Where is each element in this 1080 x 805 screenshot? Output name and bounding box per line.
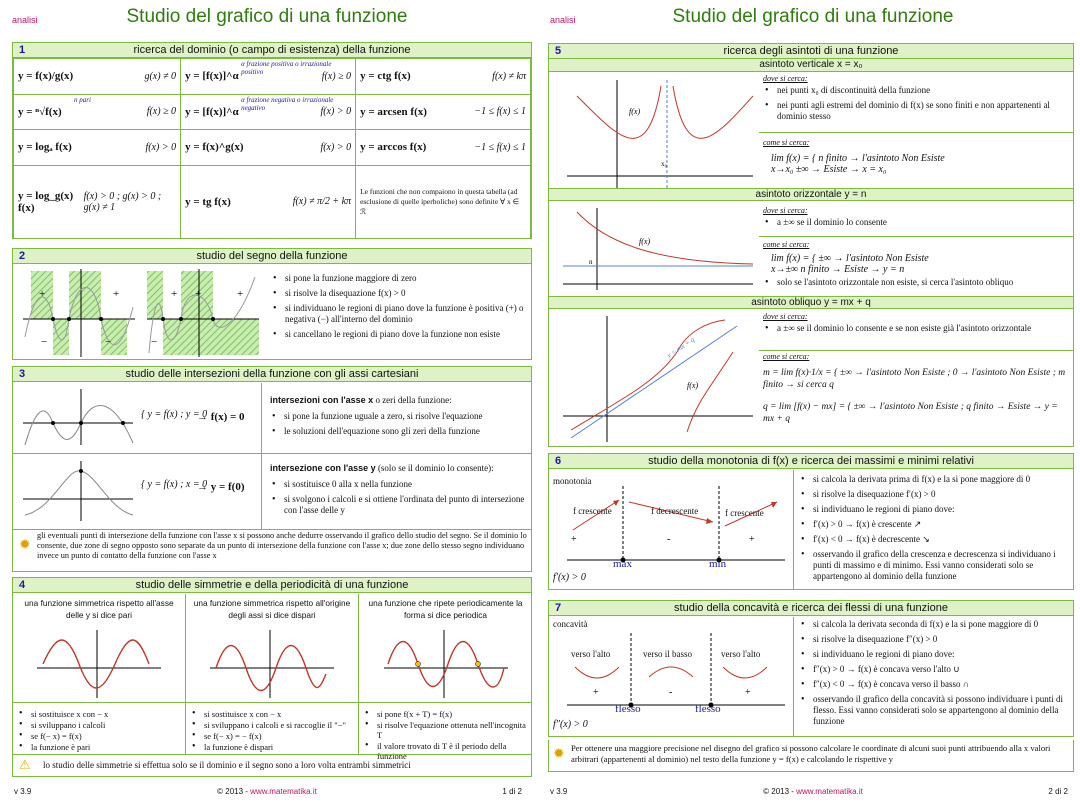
svg-text:+: + xyxy=(113,288,120,300)
list-item: • la funzione è dispari xyxy=(190,742,354,752)
svg-text:f(x): f(x) xyxy=(639,237,651,246)
horizontal-where-list xyxy=(763,217,1069,228)
vertical-formula-1: lim f(x) = { n finito → l'asintoto Non Esiste xyxy=(771,153,945,164)
svg-text:+: + xyxy=(745,687,751,698)
svg-text:−: − xyxy=(151,336,158,348)
list-item: • si sviluppano i calcoli e si raccoglie il "−" xyxy=(190,720,354,730)
symmetry-graph xyxy=(210,628,334,700)
section-sign xyxy=(12,248,532,360)
list-item: • osservando il grafico della crescenza e decrescenza si individuano i punti di massimo e di minimo. Essi vanno considerati solo se appartengono al dominio della funzione xyxy=(799,549,1071,582)
svg-text:f(x): f(x) xyxy=(687,381,699,390)
monotonicity-diagram xyxy=(553,474,789,584)
section-number: 7 xyxy=(555,602,562,614)
warning-icon: ⚠ xyxy=(19,757,31,772)
section-asymptotes xyxy=(548,43,1074,447)
list-item: • f′(x) > 0 → f(x) è crescente ↗ xyxy=(799,519,1071,530)
y-intersection-text xyxy=(270,463,528,520)
concavity-label: concavità xyxy=(553,619,588,629)
sign-graph-1 xyxy=(21,267,139,359)
vertical-how: come si cerca: xyxy=(763,138,810,147)
list-item: • se f(− x) = f(x) xyxy=(17,731,181,741)
svg-text:+: + xyxy=(571,534,577,545)
copyright: © 2013 - xyxy=(217,787,251,796)
list-item: • si pone la funzione maggiore di zero xyxy=(271,273,527,284)
domain-function: y = f(x)^g(x) xyxy=(185,141,244,154)
horizontal-asymptote-heading: asintoto orizzontale y = n xyxy=(549,188,1073,201)
section-title: ricerca degli asintoti di una funzione xyxy=(723,45,899,57)
section-title: studio delle intersezioni della funzione con gli assi cartesiani xyxy=(125,368,419,380)
domain-function: y = arcsen f(x) xyxy=(360,105,427,118)
page-title: Studio del grafico di una funzione xyxy=(126,6,408,27)
domain-condition: −1 ≤ f(x) ≤ 1 xyxy=(474,106,526,118)
concavity-diagram xyxy=(553,621,789,731)
vertical-formula-2: x→x₀ ±∞ → Esiste → x = x₀ xyxy=(771,164,887,175)
sign-graph-2 xyxy=(145,267,263,359)
svg-text:+: + xyxy=(171,288,178,300)
domain-condition: f(x) > 0 ; g(x) > 0 ; g(x) ≠ 1 xyxy=(83,190,162,213)
section-monotonicity xyxy=(548,453,1074,590)
page-2 xyxy=(546,0,1080,805)
horizontal-note xyxy=(763,277,1069,288)
oblique-asymptote-heading: asintoto obliquo y = mx + q xyxy=(549,296,1073,309)
domain-cell xyxy=(356,130,531,166)
section-title: studio della monotonia di f(x) e ricerca dei massimi e minimi relativi xyxy=(648,455,974,467)
horizontal-asymptote-graph xyxy=(557,204,757,292)
svg-text:−: − xyxy=(41,336,48,348)
concave-down-label: verso il basso xyxy=(643,649,692,659)
section-number: 1 xyxy=(19,44,26,56)
domain-condition: Le funzioni che non compaiono in questa tabella (ad esclusione di quelle iperboliche) sono definite ∀ x ∈ ℛ xyxy=(360,186,520,216)
list-item: • a ±∞ se il dominio lo consente e se non esiste già l'asintoto orizzontale xyxy=(763,323,1069,334)
symmetry-column xyxy=(13,594,186,754)
sign-steps-list xyxy=(271,273,527,344)
domain-function: y = log_g(x) f(x) xyxy=(18,189,74,214)
list-item: • si sostituisce x con − x xyxy=(190,709,354,719)
section-number: 3 xyxy=(19,368,26,380)
list-item: • f′(x) < 0 → f(x) è decrescente ↘ xyxy=(799,534,1071,545)
list-item: • la funzione è pari xyxy=(17,742,181,752)
increasing-label-2: f crescente xyxy=(725,508,764,518)
svg-text:n: n xyxy=(589,258,593,266)
list-item: • nei punti agli estremi del dominio di f(x) se sono finiti e non appartenenti al dominio stesso xyxy=(763,100,1069,122)
list-item: • a ±∞ se il dominio lo consente xyxy=(763,217,1069,228)
domain-function: y = ctg f(x) xyxy=(360,70,411,83)
svg-text:+: + xyxy=(237,288,244,300)
domain-cell xyxy=(14,165,181,238)
list-item: • si risolve la disequazione f(x) > 0 xyxy=(271,288,527,299)
list-item: • il valore trovato di T è il periodo della funzione xyxy=(363,741,528,761)
domain-note: n pari xyxy=(74,95,91,104)
subject-tag: analisi xyxy=(550,15,576,25)
horizontal-how: come si cerca: xyxy=(763,240,810,249)
section-title: studio del segno della funzione xyxy=(196,250,348,262)
domain-condition: f(x) > 0 xyxy=(145,141,177,153)
domain-condition: f(x) > 0 xyxy=(320,106,352,118)
svg-text:y = mx + q: y = mx + q xyxy=(665,335,696,360)
section-number: 5 xyxy=(555,45,562,57)
domain-cell xyxy=(181,130,356,166)
domain-table xyxy=(13,58,531,239)
oblique-where: dove si cerca: xyxy=(763,312,808,321)
list-item: • si sostituisce x con − x xyxy=(17,709,181,719)
y-intersection-heading: intersezione con l'asse y xyxy=(270,463,376,473)
page-number: 2 di 2 xyxy=(1048,787,1068,796)
domain-condition: f(x) ≠ kπ xyxy=(492,70,526,82)
vertical-asymptote-graph xyxy=(557,76,757,192)
svg-text:−: − xyxy=(105,336,112,348)
x-intersection-steps xyxy=(270,411,528,437)
concavity-condition: f″(x) > 0 xyxy=(553,719,588,730)
horizontal-where: dove si cerca: xyxy=(763,206,808,215)
domain-condition: f(x) ≥ 0 xyxy=(146,106,177,118)
horizontal-formula-1: lim f(x) = { ±∞ → l'asintoto Non Esiste xyxy=(771,253,929,264)
domain-function: y = [f(x)]^α xyxy=(185,70,239,83)
symmetry-graph xyxy=(37,628,161,700)
horizontal-formula-2: x→±∞ n finito → Esiste → y = n xyxy=(771,264,905,275)
y-intersection-graph xyxy=(23,459,135,523)
list-item: • f″(x) > 0 → f(x) è concava verso l'alto ∪ xyxy=(799,664,1071,675)
section-title: studio della concavità e ricerca dei flessi di una funzione xyxy=(674,602,948,614)
list-item: • se f(− x) = − f(x) xyxy=(190,731,354,741)
svg-text:+: + xyxy=(593,687,599,698)
symmetry-column xyxy=(186,594,359,754)
domain-cell xyxy=(356,94,531,130)
section-number: 6 xyxy=(555,455,562,467)
section-concavity xyxy=(548,600,1074,737)
list-item: • le soluzioni dell'equazione sono gli zeri della funzione xyxy=(270,426,528,437)
oblique-how: come si cerca: xyxy=(763,352,810,361)
concave-up-label-2: verso l'alto xyxy=(721,649,761,659)
horizontal-note-item: • solo se l'asintoto orizzontale non esiste, si cerca l'asintoto obliquo xyxy=(763,277,1069,288)
domain-cell xyxy=(181,59,356,95)
list-item: • si cancellano le regioni di piano dove la funzione non esiste xyxy=(271,329,527,340)
domain-note: α frazione negativa o irrazionale negativo xyxy=(241,95,334,112)
version-label: v 3.9 xyxy=(14,787,32,796)
section-domain xyxy=(12,42,532,239)
domain-function: y = f(x)/g(x) xyxy=(18,70,74,83)
subject-tag: analisi xyxy=(12,15,38,25)
svg-text:+: + xyxy=(39,288,46,300)
svg-text:-: - xyxy=(667,534,671,545)
list-item: • si calcola la derivata seconda di f(x) e la si pone maggiore di 0 xyxy=(799,619,1071,630)
page-number: 1 di 2 xyxy=(502,787,522,796)
oblique-asymptote-graph xyxy=(557,312,757,444)
list-item: • si pone la funzione uguale a zero, si risolve l'equazione xyxy=(270,411,528,422)
section-title: studio delle simmetrie e della periodicità di una funzione xyxy=(135,579,409,591)
svg-text:+: + xyxy=(749,534,755,545)
tip-icon: ✹ xyxy=(553,747,565,762)
x-intersection-heading: intersezioni con l'asse x xyxy=(270,395,374,405)
section-number: 2 xyxy=(19,250,26,262)
oblique-formula-q: q = lim [f(x) − mx] = { ±∞ → l'asintoto Non Esiste ; q finito → Esiste → y = mx + q xyxy=(763,402,1058,424)
inflection-label-1: flesso xyxy=(615,703,641,715)
symmetry-warning: lo studio delle simmetrie si effettua solo se il dominio e il segno sono a loro volta entrambi simmetrici xyxy=(43,760,411,770)
list-item: • si sostituisce 0 alla x nella funzione xyxy=(270,479,528,490)
symmetry-steps xyxy=(186,709,358,752)
symmetry-heading: una funzione simmetrica rispetto all'asse delle y si dice pari xyxy=(24,598,174,620)
list-item: • si pone f(x + T) = f(x) xyxy=(363,709,528,719)
domain-function: y = ⁿ√f(x) xyxy=(18,105,62,118)
max-label: max xyxy=(613,558,632,570)
page-footer xyxy=(546,787,1080,799)
domain-note: α frazione positiva o irrazionale positivo xyxy=(241,60,332,76)
min-label: min xyxy=(709,558,727,570)
precision-note: Per ottenere una maggiore precisione nel disegno del grafico si possono calcolare le coordinate di alcuni suoi punti attribuendo alla x valori arbitrari (appartenenti al dominio) nel testo della funzione y = f(x) e calcolando le rispettive y xyxy=(571,743,1051,764)
symmetry-heading: una funzione simmetrica rispetto all'origine degli assi si dice dispari xyxy=(193,598,351,620)
tip-icon: ✹ xyxy=(19,538,31,553)
domain-cell xyxy=(14,130,181,166)
list-item: • si individuano le regioni di piano dove: xyxy=(799,649,1071,660)
copyright: © 2013 - xyxy=(763,787,797,796)
svg-text:-: - xyxy=(669,687,673,698)
list-item: • si calcola la derivata prima di f(x) e la si pone maggiore di 0 xyxy=(799,474,1071,485)
section-intersections xyxy=(12,366,532,572)
page-header xyxy=(0,0,534,36)
list-item: • si sviluppano i calcoli xyxy=(17,720,181,730)
vertical-asymptote-heading: asintoto verticale x = x₀ xyxy=(549,59,1073,72)
domain-condition: f(x) ≠ π/2 + kπ xyxy=(292,196,352,208)
domain-cell xyxy=(356,59,531,95)
oblique-where-list xyxy=(763,323,1069,334)
intersection-note: gli eventuali punti di intersezione della funzione con l'asse x si possono anche dedurre osservando il grafico dello studio del segno. Se il dominio lo consente, due zone di segno opposto sono separate da un punto di intersezione della funzione con l'asse x; due zone dello stesso segno individuano invece un punto di contatto della funzione con l'asse x xyxy=(37,531,527,560)
domain-cell xyxy=(14,94,181,130)
x-intersection-graph xyxy=(23,387,135,447)
x-intersection-heading-tail: o zeri della funzione: xyxy=(373,395,452,405)
symmetry-column xyxy=(359,594,532,761)
list-item: • si risolve l'equazione ottenuta nell'incognita T xyxy=(363,720,528,740)
page-title: Studio del grafico di una funzione xyxy=(672,6,954,27)
list-item: • si risolve la disequazione f″(x) > 0 xyxy=(799,634,1071,645)
domain-function: y = tg f(x) xyxy=(185,195,231,208)
domain-condition: g(x) ≠ 0 xyxy=(144,70,177,82)
monotonicity-steps xyxy=(799,474,1071,586)
page-1 xyxy=(0,0,534,805)
section-number: 4 xyxy=(19,579,26,591)
monotonicity-label: monotonia xyxy=(553,476,592,486)
symmetry-steps xyxy=(13,709,185,752)
site-link[interactable]: www.matematika.it xyxy=(796,787,863,796)
increasing-label-1: f crescente xyxy=(573,506,612,516)
monotonicity-condition: f′(x) > 0 xyxy=(553,572,586,583)
site-link[interactable]: www.matematika.it xyxy=(250,787,317,796)
domain-condition: −1 ≤ f(x) ≤ 1 xyxy=(474,141,526,153)
vertical-where: dove si cerca: xyxy=(763,74,808,83)
svg-text:x₀: x₀ xyxy=(661,160,667,168)
y-intersection-steps xyxy=(270,479,528,516)
domain-function: y = [f(x)]^α xyxy=(185,105,239,118)
concavity-steps xyxy=(799,619,1071,731)
list-item: • si svolgono i calcoli e si ottiene l'ordinata del punto di intersezione con l'asse delle y xyxy=(270,494,528,516)
x-system: { y = f(x) ; y = 0 xyxy=(141,409,208,420)
list-item: • si individuano le regioni di piano dove: xyxy=(799,504,1071,515)
y-intersection-heading-tail: (solo se il dominio lo consente): xyxy=(375,463,494,473)
domain-cell xyxy=(181,165,356,238)
precision-note-box xyxy=(548,740,1074,772)
section-symmetry xyxy=(12,577,532,777)
list-item: • si risolve la disequazione f′(x) > 0 xyxy=(799,489,1071,500)
domain-function: y = arccos f(x) xyxy=(360,141,427,154)
domain-function: y = logₐ f(x) xyxy=(18,141,72,154)
oblique-formula-m: m = lim f(x)·1/x = { ±∞ → l'asintoto Non Esiste ; 0 → l'asintoto Non Esiste ; m finito → si cerca q xyxy=(763,368,1066,390)
domain-condition: f(x) ≥ 0 xyxy=(321,70,352,82)
domain-condition: f(x) > 0 xyxy=(320,141,352,153)
list-item: • f″(x) < 0 → f(x) è concava verso il basso ∩ xyxy=(799,679,1071,690)
svg-text:f(x): f(x) xyxy=(629,107,641,116)
list-item: • si individuano le regioni di piano dove la funzione è positiva (+) o negativa (−) all'interno del dominio xyxy=(271,303,527,325)
vertical-where-list xyxy=(763,85,1069,122)
y-result: → y = f(0) xyxy=(197,481,245,493)
list-item: • osservando il grafico della concavità si possono individuare i punti di flesso. Essi vanno considerati solo se appartengono al dominio della funzione xyxy=(799,694,1071,727)
y-system: { y = f(x) ; x = 0 xyxy=(141,479,208,490)
page-header xyxy=(546,0,1080,36)
x-result: → f(x) = 0 xyxy=(197,411,245,423)
decreasing-label: f decrescente xyxy=(651,506,699,516)
concave-up-label-1: verso l'alto xyxy=(571,649,611,659)
x-intersection-text xyxy=(270,395,528,441)
page-footer xyxy=(0,787,534,799)
inflection-label-2: flesso xyxy=(695,703,721,715)
symmetry-heading: una funzione che ripete periodicamente la forma si dice periodica xyxy=(368,598,523,620)
section-title: ricerca del dominio (o campo di esistenza) della funzione xyxy=(133,44,411,56)
svg-text:+: + xyxy=(195,288,202,300)
version-label: v 3.9 xyxy=(550,787,568,796)
domain-cell xyxy=(356,165,531,238)
domain-cell xyxy=(181,94,356,130)
domain-cell xyxy=(14,59,181,95)
symmetry-graph xyxy=(384,628,508,700)
list-item: • nei punti x₀ di discontinuità della funzione xyxy=(763,85,1069,96)
